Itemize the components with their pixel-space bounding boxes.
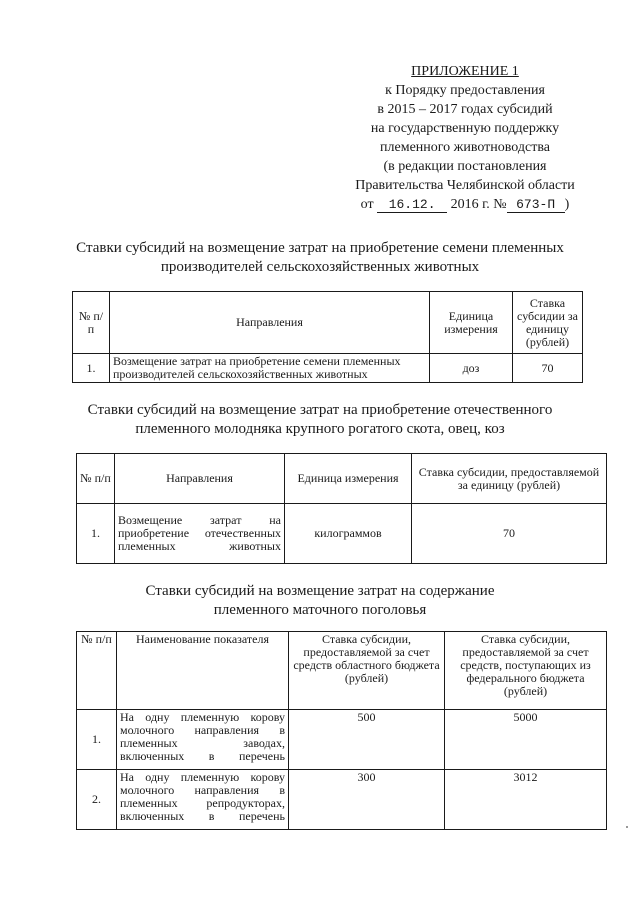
cell-federal-rate: 3012 [445,770,607,830]
appendix-line: Правительства Челябинской области [355,178,575,193]
resolution-date: 16.12. [377,197,447,213]
cell-indicator: На одну племенную корову молочного направления в племенных репродукторах, включенных в перечень [117,770,289,830]
cell-regional-rate: 300 [289,770,445,830]
table-header-row [77,632,607,710]
table-row [77,710,607,770]
cell-rate: 70 [513,354,583,383]
resolution-number: 673-П [507,197,565,213]
from-prefix: от [360,197,374,212]
young-stock-rates-table [76,453,607,564]
cell-regional-rate: 500 [289,710,445,770]
table-header-row [73,292,583,354]
cell-num: 2. [77,770,117,830]
table-row [77,770,607,830]
header-direction: Направления [115,454,285,504]
header-num: № п/п [77,632,117,710]
header-unit: Единица измерения [430,292,513,354]
appendix-title: ПРИЛОЖЕНИЕ 1 [411,64,519,79]
section1-title [40,239,600,277]
section2-title-line: племенного молодняка крупного рогатого скота, овец, коз [135,421,505,437]
section3-title [40,582,600,620]
semen-rates-table [72,291,583,383]
cell-unit: доз [430,354,513,383]
header-unit: Единица измерения [285,454,412,504]
cell-direction: Возмещение затрат на приобретение отечественных племенных животных [115,504,285,564]
appendix-line: к Порядку предоставления [385,83,545,98]
scan-speck [626,826,628,828]
appendix-header [330,62,600,214]
section3-title-line: Ставки субсидий на возмещение затрат на содержание [145,583,495,599]
table-header-row [77,454,607,504]
breeding-stock-rates-table [76,631,607,830]
appendix-line: в 2015 – 2017 годах субсидий [377,102,553,117]
table-row [73,354,583,383]
cell-indicator: На одну племенную корову молочного направления в племенных заводах, включенных в перечень [117,710,289,770]
cell-federal-rate: 5000 [445,710,607,770]
appendix-line: (в редакции постановления [383,159,547,174]
cell-num: 1. [73,354,110,383]
header-indicator: Наименование показателя [117,632,289,710]
cell-direction: Возмещение затрат на приобретение семени племенных производителей сельскохозяйственных животных [110,354,430,383]
section2-title-line: Ставки субсидий на возмещение затрат на приобретение отечественного [87,402,553,418]
section1-title-line: Ставки субсидий на возмещение затрат на приобретение семени племенных [76,240,564,256]
header-direction: Направления [110,292,430,354]
cell-num: 1. [77,504,115,564]
header-num: № п/п [73,292,110,354]
cell-unit: килограммов [285,504,412,564]
header-regional-rate: Ставка субсидии, предоставляемой за счет средств областного бюджета (рублей) [289,632,445,710]
year-text: 2016 г. № [450,197,507,212]
cell-rate: 70 [412,504,607,564]
header-rate: Ставка субсидии, предоставляемой за единицу (рублей) [412,454,607,504]
cell-num: 1. [77,710,117,770]
section2-title [40,401,600,439]
header-rate: Ставка субсидии за единицу (рублей) [513,292,583,354]
appendix-date-line [330,195,600,214]
header-num: № п/п [77,454,115,504]
close-paren: ) [564,197,570,212]
section1-title-line: производителей сельскохозяйственных животных [160,259,480,275]
appendix-line: на государственную поддержку [370,121,560,136]
section3-title-line: племенного маточного поголовья [213,602,427,618]
table-row [77,504,607,564]
header-federal-rate: Ставка субсидии, предоставляемой за счет средств, поступающих из федерального бюджета (рублей) [445,632,607,710]
appendix-line: племенного животноводства [380,140,550,155]
